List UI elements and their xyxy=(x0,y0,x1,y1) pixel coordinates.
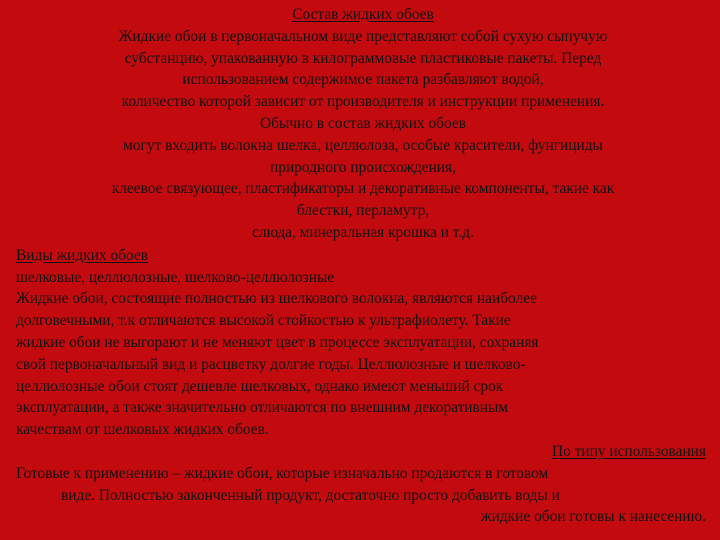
types-line: эксплуатации, а также значительно отличаются по внешним декоративным xyxy=(16,399,509,417)
composition-line: Обычно в состав жидких обоев xyxy=(260,114,466,132)
types-line: целлюлозные обои стоят дешевле шелковых, однако имеют меньший срок xyxy=(16,377,504,395)
composition-line: клеевое связующее, пластификаторы и декоративные компоненты, такие как xyxy=(111,180,615,198)
usage-line: Готовые к применению – жидкие обои, которые изначально продаются в готовом xyxy=(16,464,549,482)
composition-line: слюда, минеральная крошка и т.д. xyxy=(252,223,474,241)
types-line: шелковые, целлюлозные, шелково-целлюлозные xyxy=(16,268,335,286)
composition-line: могут входить волокна шелка, целлюлоза, особые красители, фунгициды xyxy=(123,136,603,154)
types-line: Жидкие обои, состоящие полностью из шелкового волокна, являются наиболее xyxy=(16,290,537,308)
composition-line: природного происхождения, xyxy=(270,158,456,176)
types-title: Виды жидких обоев xyxy=(16,246,148,264)
usage-line: виде. Полностью законченный продукт, достаточно просто добавить воды и xyxy=(61,486,560,504)
composition-title: Состав жидких обоев xyxy=(292,6,434,23)
types-line: жидкие обои не выгорают и не меняют цвет в процессе эксплуатации, сохраняя xyxy=(16,333,539,351)
usage-title: По типу использования xyxy=(551,442,706,460)
composition-line: количество которой зависит от производителя и инструкции применения. xyxy=(121,93,605,111)
types-line: долговечными, т.к отличаются высокой стойкостью к ультрафиолету. Такие xyxy=(16,312,511,330)
composition-line: блестки, перламутр, xyxy=(296,202,430,220)
composition-line: использованием содержимое пакета разбавляют водой, xyxy=(182,71,544,89)
types-line: свой первоначальный вид и расцветку долгие годы. Целлюлозные и шелково- xyxy=(16,355,526,373)
composition-line: субстанцию, упакованную в килограммовые пластиковые пакеты. Перед xyxy=(124,49,602,67)
usage-line: жидкие обои готовы к нанесению. xyxy=(480,508,706,526)
composition-line: Жидкие обои в первоначальном виде представляют собой сухую сыпучую xyxy=(118,27,608,45)
types-line: качествам от шелковых жидких обоев. xyxy=(16,421,269,439)
